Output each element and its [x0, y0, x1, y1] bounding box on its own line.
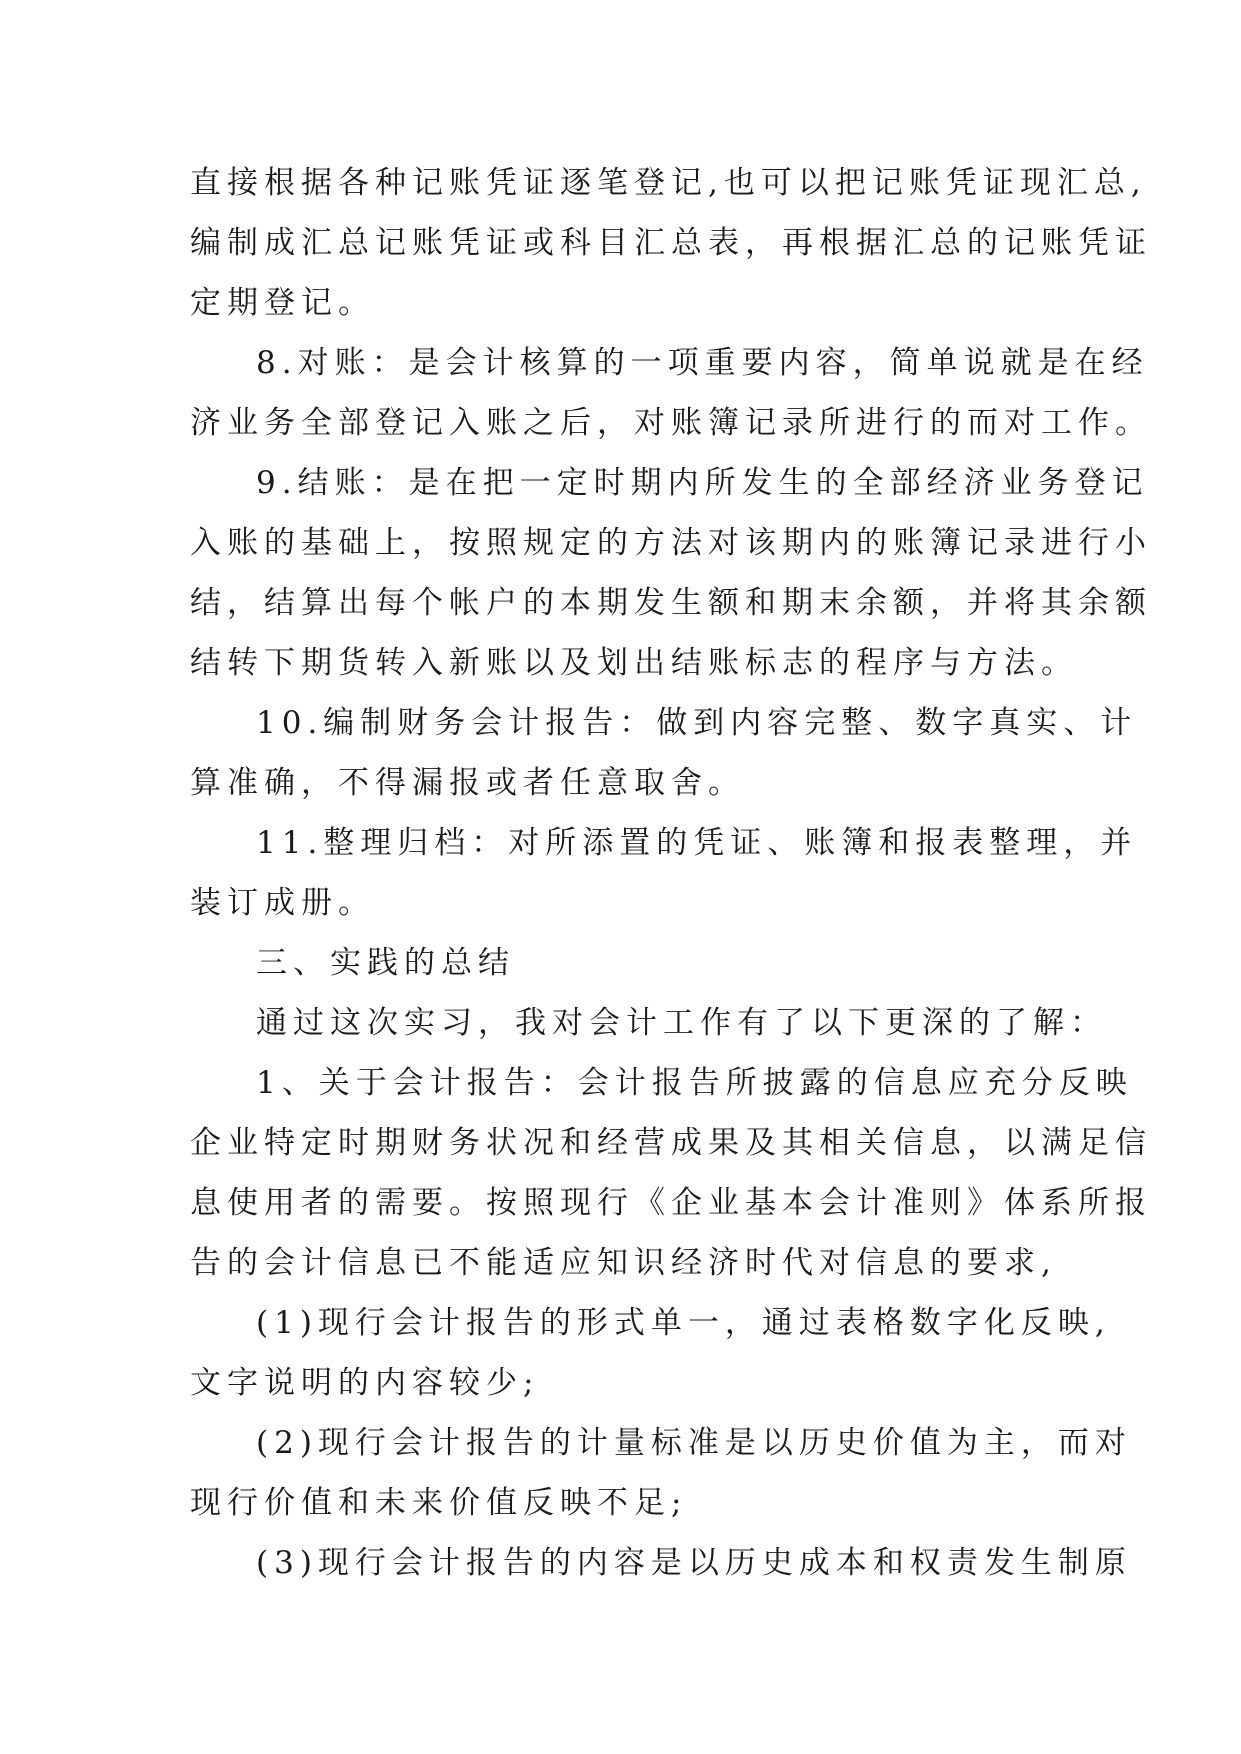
paragraph-8-start: 8.对账：是会计核算的一项重要内容，简单说就是在经	[256, 345, 1149, 381]
text-line: 直接根据各种记账凭证逐笔登记,也可以把记账凭证现汇总,	[190, 165, 1147, 201]
list-item-1-start: (1)现行会计报告的形式单一，通过表格数字化反映,	[256, 1305, 1111, 1341]
text-line: 文字说明的内容较少;	[190, 1365, 540, 1401]
text-line: 企业特定时期财务状况和经营成果及其相关信息，以满足信	[190, 1125, 1152, 1161]
text-line: 现行价值和未来价值反映不足;	[190, 1485, 688, 1521]
paragraph-9-start: 9.结账：是在把一定时期内所发生的全部经济业务登记	[256, 465, 1149, 501]
text-line: 入账的基础上，按照规定的方法对该期内的账簿记录进行小	[190, 525, 1152, 561]
text-line: 编制成汇总记账凭证或科目汇总表，再根据汇总的记账凭证	[190, 225, 1152, 261]
paragraph-11-start: 11.整理归档：对所添置的凭证、账簿和报表整理，并	[256, 825, 1138, 861]
text-line: 济业务全部登记入账之后，对账簿记录所进行的而对工作。	[190, 405, 1152, 441]
text-line: 息使用者的需要。按照现行《企业基本会计准则》体系所报	[190, 1185, 1152, 1221]
list-item-2-start: (2)现行会计报告的计量标准是以历史价值为主，而对	[256, 1425, 1132, 1461]
paragraph-10-start: 10.编制财务会计报告：做到内容完整、数字真实、计	[256, 705, 1138, 741]
section-heading: 三、实践的总结	[256, 945, 515, 981]
text-line: 装订成册。	[190, 885, 375, 921]
text-line: 算准确，不得漏报或者任意取舍。	[190, 765, 745, 801]
text-line: 定期登记。	[190, 285, 375, 321]
text-line: 结，结算出每个帐户的本期发生额和期末余额，并将其余额	[190, 585, 1152, 621]
text-line: 告的会计信息已不能适应知识经济时代对信息的要求,	[190, 1245, 1057, 1281]
list-item-3-start: (3)现行会计报告的内容是以历史成本和权责发生制原	[256, 1545, 1132, 1581]
paragraph-1-start: 1、关于会计报告：会计报告所披露的信息应充分反映	[256, 1065, 1133, 1101]
paragraph-intro: 通过这次实习，我对会计工作有了以下更深的了解：	[256, 1005, 1107, 1041]
text-line: 结转下期货转入新账以及划出结账标志的程序与方法。	[190, 645, 1078, 681]
